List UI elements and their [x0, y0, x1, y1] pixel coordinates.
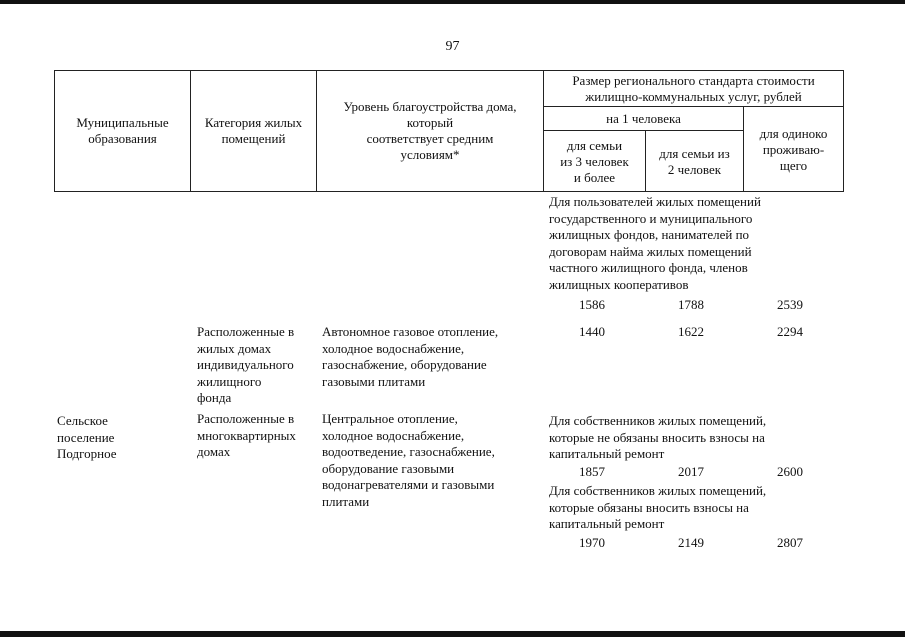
- apartment-housing-category: Расположенные в многоквартирных домах: [197, 411, 296, 459]
- header-family-2: для семьи из 2 человек: [659, 145, 730, 177]
- scan-top-border: [0, 0, 905, 4]
- state-users-note: Для пользователей жилых помещений государственного и муниципального жилищных фондов, нанимателей по договорам найма жилых помещений частного жилищного фонда, членов жилищных кооперативов: [549, 194, 761, 292]
- header-per-person: на 1 человека: [606, 110, 681, 126]
- individual-value-family-3: 1440: [579, 324, 605, 339]
- owners-not-obliged-note: Для собственников жилых помещений, которые не обязаны вносить взносы на капитальный ремонт: [549, 413, 767, 461]
- owners-not-obliged-value-single: 2600: [777, 464, 803, 479]
- header-municipalities: Муниципальные образования: [76, 115, 169, 146]
- owners-obliged-value-single: 2807: [777, 535, 803, 550]
- scan-bottom-border: [0, 631, 905, 637]
- individual-value-family-2: 1622: [678, 324, 704, 339]
- state-users-value-family-2: 1788: [678, 297, 704, 312]
- owners-not-obliged-value-family-2: 2017: [678, 464, 704, 479]
- owners-obliged-note: Для собственников жилых помещений, которые обязаны вносить взносы на капитальный ремонт: [549, 483, 767, 531]
- header-single-resident: для одиноко проживаю- щего: [759, 125, 828, 173]
- individual-value-single: 2294: [777, 324, 803, 339]
- owners-obliged-value-family-3: 1970: [579, 535, 605, 550]
- state-users-value-single: 2539: [777, 297, 803, 312]
- header-housing-category: Категория жилых помещений: [204, 115, 303, 146]
- owners-obliged-value-family-2: 2149: [678, 535, 704, 550]
- header-standard-size: Размер регионального стандарта стоимости жилищно-коммунальных услуг, рублей: [572, 72, 815, 104]
- municipality-name: Сельское поселение Подгорное: [57, 413, 117, 461]
- header-family-3-plus: для семьи из 3 человек и более: [560, 137, 629, 185]
- individual-improvement-level: Автономное газовое отопление, холодное водоснабжение, газоснабжение, оборудование газовыми плитами: [322, 324, 499, 389]
- header-improvement-level: Уровень благоустройства дома, который соответствует средним условиям*: [343, 99, 517, 162]
- apartment-improvement-level: Центральное отопление, холодное водоснабжение, водоотведение, газоснабжение, оборудование газовыми водонагревателями и газовыми плитами: [322, 411, 495, 509]
- owners-not-obliged-value-family-3: 1857: [579, 464, 605, 479]
- page-number: 97: [445, 39, 460, 54]
- state-users-value-family-3: 1586: [579, 297, 605, 312]
- individual-housing-category: Расположенные в жилых домах индивидуального жилищного фонда: [197, 324, 295, 405]
